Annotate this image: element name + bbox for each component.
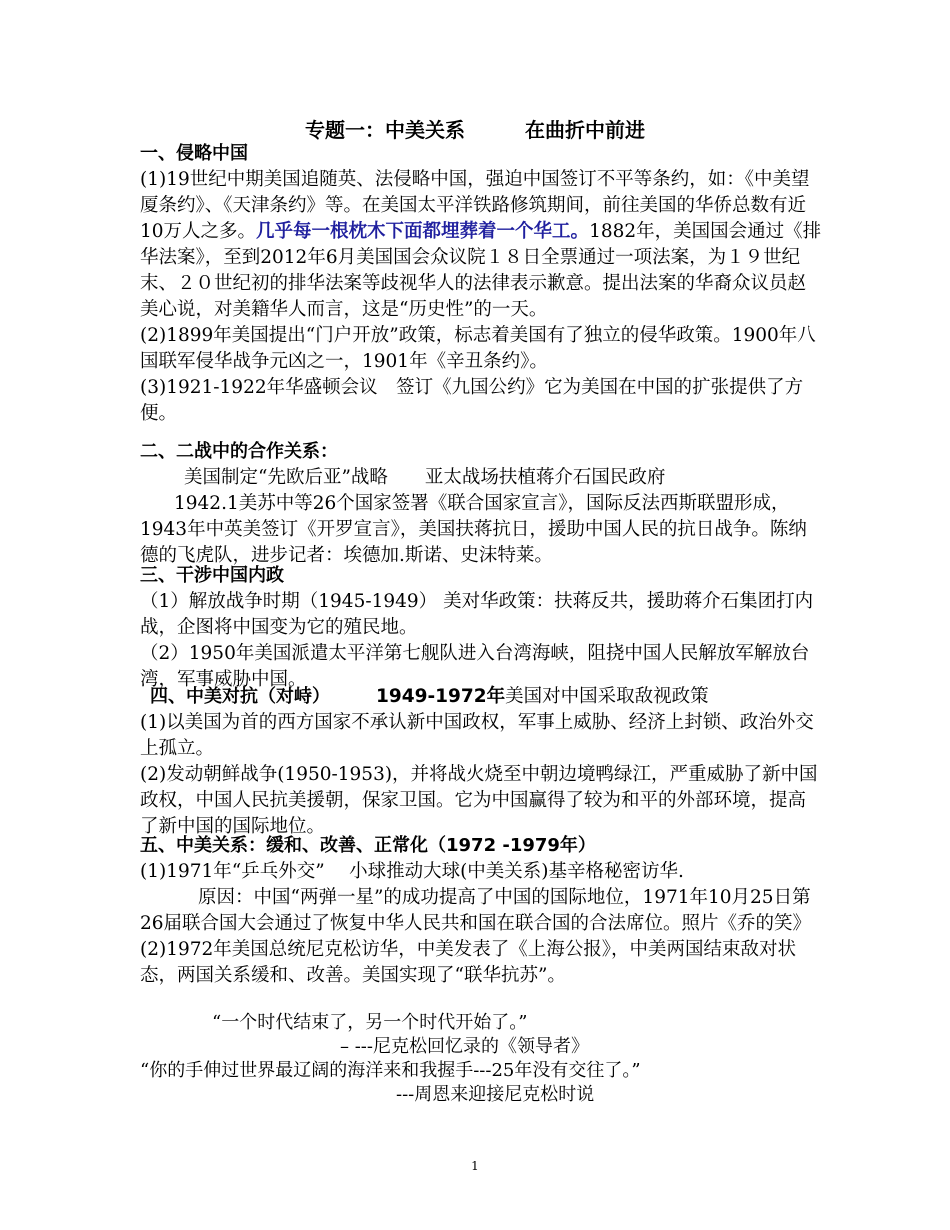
section-2-heading: 二、二战中的合作关系： <box>140 441 338 462</box>
quote-zhou-source: ---周恩来迎接尼克松时说 <box>396 1084 595 1105</box>
section-3-heading: 三、干涉中国内政 <box>140 565 284 586</box>
section-4-policy: 美国对中国采取敌视政策 <box>505 686 709 707</box>
section-4-period: 1949-1972年 <box>376 686 506 707</box>
section-4-paragraph-1: (1)以美国为首的西方国家不承认新中国政权，军事上威胁、经济上封锁、政治外交上孤立。 <box>140 712 814 759</box>
quote-nixon-source: – ---尼克松回忆录的《领导者》 <box>340 1036 589 1057</box>
quote-nixon: “一个时代结束了，另一个时代开始了。” <box>212 1012 528 1033</box>
section-1-paragraph-2: (2)1899年美国提出“门户开放”政策，标志着美国有了独立的侵华政策。1900年八国联军侵华战争元凶之一，1901年《辛丑条约》。 <box>140 325 816 372</box>
section-3 <box>140 563 822 693</box>
section-2-paragraph-2: 1942.1美苏中等26个国家签署《联合国家宣言》，国际反法西斯联盟形成，1943年中英美签订《开罗宣言》，美国扶蒋抗日，援助中国人民的抗日战争。陈纳德的飞虎队，进步记者：埃德加.斯诺、史沫特莱。 <box>140 493 807 566</box>
section-4-heading: 四、中美对抗（对峙） <box>150 686 330 707</box>
section-1-paragraph-1: (1)19世纪中期美国追随英、法侵略中国，强迫中国签订不平等条约，如：《中美望厦条约》、《天津条约》等。在美国太平洋铁路修筑期间，前往美国的华侨总数有近10万人之多。几乎每一根枕木下面都埋葬着一个华工。1882年，美国国会通过《排华法案》，至到2012年6月美国国会众议院１８日全票通过一项法案，为１９世纪末、２０世纪初的排华法案等歧视华人的法律表示歉意。提出法案的华裔众议员赵美心说，对美籍华人而言，这是“历史性”的一天。 <box>140 169 822 320</box>
section-5-paragraph-2: 原因：中国“两弹一星”的成功提高了中国的国际地位，1971年10月25日第26届联合国大会通过了恢复中华人民共和国在联合国的合法席位。照片《乔的笑》 <box>140 887 812 934</box>
section-5 <box>140 833 822 989</box>
page-number: 1 <box>471 1159 479 1173</box>
section-4-paragraph-2: (2)发动朝鲜战争(1950-1953)，并将战火烧至中朝边境鸭绿江，严重威胁了新中国政权，中国人民抗美援朝，保家卫国。它为中国赢得了较为和平的外部环境，提高了新中国的国际地位。 <box>140 764 818 837</box>
page-title <box>0 116 950 144</box>
section-5-heading: 五、中美关系：缓和、改善、正常化（1972 -1979年） <box>140 835 596 856</box>
quote-zhou: “你的手伸过世界最辽阔的海洋来和我握手---25年没有交往了。” <box>140 1060 641 1081</box>
highlighted-sentence: 几乎每一根枕木下面都埋葬着一个华工。 <box>256 221 590 242</box>
section-3-paragraph-2: （2）1950年美国派遣太平洋第七舰队进入台湾海峡，阻挠中国人民解放军解放台湾，军事威胁中国。 <box>140 643 810 690</box>
section-1-heading: 一、侵略中国 <box>140 143 248 164</box>
section-2-paragraph-1: 美国制定“先欧后亚”战略 亚太战场扶植蒋介石国民政府 <box>184 467 666 488</box>
section-2 <box>140 439 822 569</box>
section-5-paragraph-3: (2)1972年美国总统尼克松访华，中美发表了《上海公报》，中美两国结束敌对状态，两国关系缓和、改善。美国实现了“联华抗苏”。 <box>140 939 797 986</box>
section-4-heading-line <box>140 684 822 710</box>
section-4 <box>140 684 822 840</box>
title-theme: 在曲折中前进 <box>525 118 645 142</box>
section-3-paragraph-1: （1）解放战争时期（1945-1949） 美对华政策：扶蒋反共，援助蒋介石集团打内战，企图将中国变为它的殖民地。 <box>140 591 814 638</box>
section-5-paragraph-1: (1)1971年“乒乓外交” 小球推动大球(中美关系)基辛格秘密访华. <box>140 861 684 882</box>
title-topic: 专题一：中美关系 <box>305 118 465 142</box>
section-1 <box>140 141 822 427</box>
section-1-paragraph-3: (3)1921-1922年华盛顿会议 签订《九国公约》它为美国在中国的扩张提供了方便。 <box>140 377 804 424</box>
